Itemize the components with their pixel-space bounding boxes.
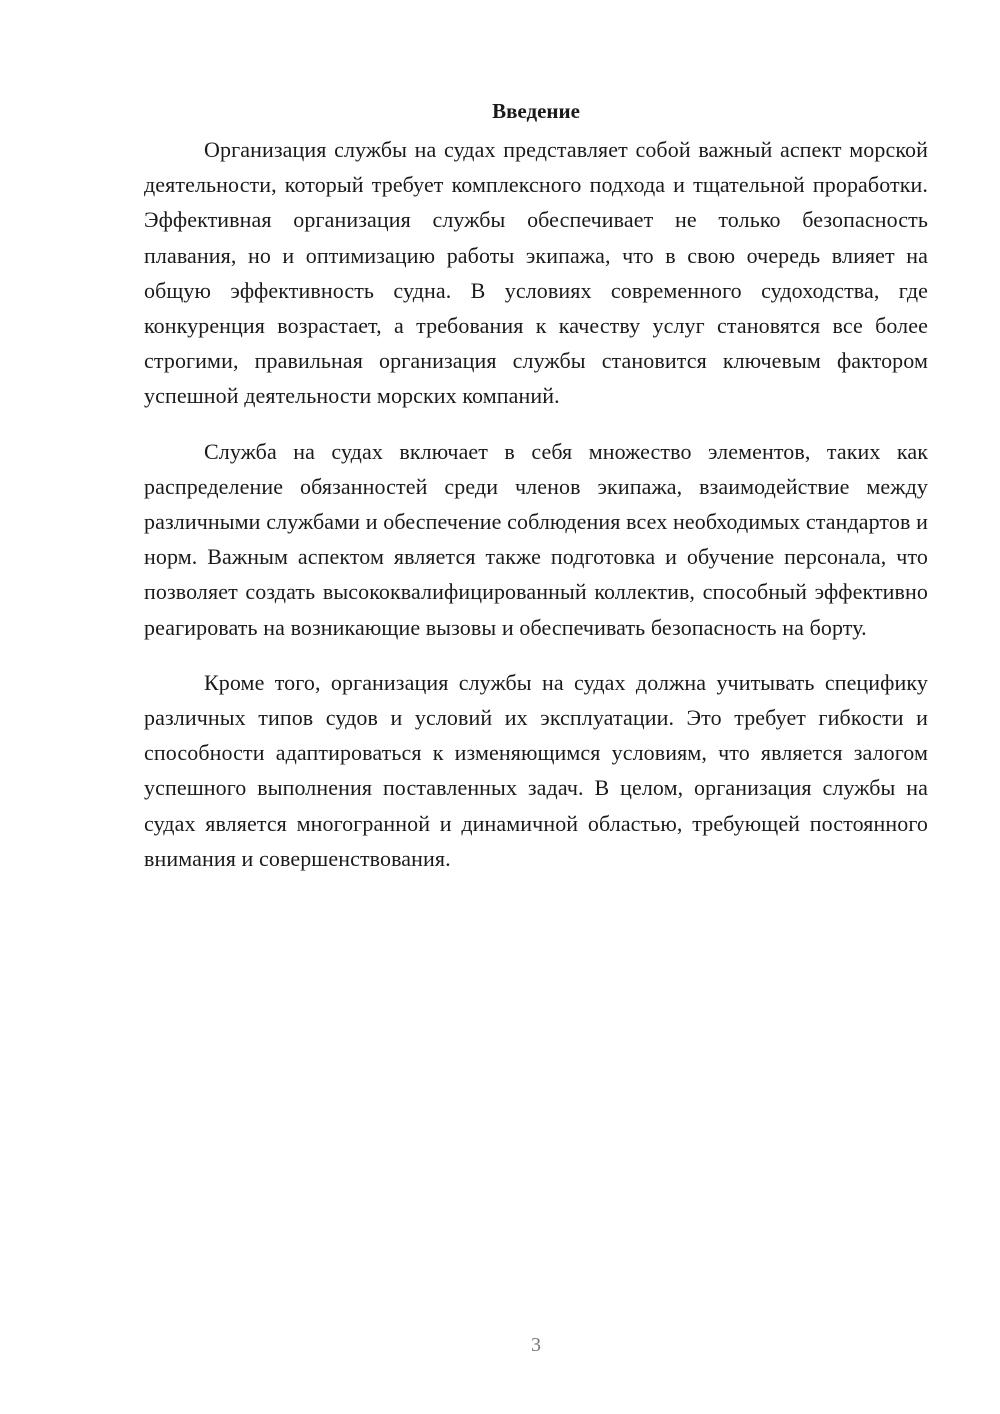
page-number: 3: [531, 1334, 541, 1356]
paragraph-2: Служба на судах включает в себя множество элементов, таких как распределение обязанностей среди членов экипажа, взаимодействие между различными службами и обеспечение соблюдения всех необходимых стандартов и норм. Важным аспектом является также подготовка и обучение персонала, что позволяет создать высококвалифицированный коллектив, способный эффективно реагировать на возникающие вызовы и обеспечивать безопасность на борту.: [144, 438, 928, 640]
paragraph-1: Организация службы на судах представляет собой важный аспект морской деятельности, который требует комплексного подхода и тщательной проработки. Эффективная организация службы обеспечивает не только безопасность плавания, но и оптимизацию работы экипажа, что в свою очередь влияет на общую эффективность судна. В условиях современного судоходства, где конкуренция возрастает, а требования к качеству услуг становятся все более строгими, правильная организация службы становится ключевым фактором успешной деятельности морских компаний.: [144, 137, 928, 409]
section-heading: Введение: [492, 99, 580, 123]
page-content: [144, 96, 928, 896]
paragraph-3: Кроме того, организация службы на судах должна учитывать специфику различных типов судов и условий их эксплуатации. Это требует гибкости и способности адаптироваться к изменяющимся условиям, что является залогом успешного выполнения поставленных задач. В целом, организация службы на судах является многогранной и динамичной областью, требующей постоянного внимания и совершенствования.: [144, 669, 928, 871]
